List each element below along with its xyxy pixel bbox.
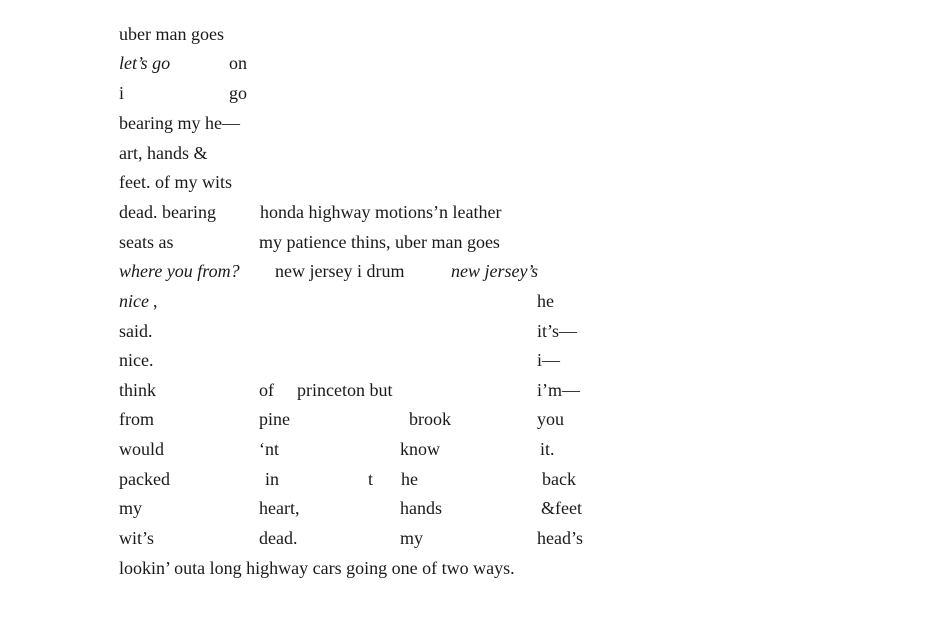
poem-line — [0, 316, 952, 346]
poem-text: packed — [119, 469, 170, 489]
poem-text: i — [119, 83, 125, 103]
poem-text: it. — [540, 439, 555, 459]
poem-line — [0, 404, 952, 434]
poem-line — [0, 78, 952, 108]
poem-line — [0, 523, 952, 553]
poem-text: on — [229, 53, 247, 73]
poem-text: seats as — [119, 232, 174, 252]
poem-text: hands — [400, 498, 442, 518]
poem-text: nice. — [119, 350, 154, 370]
poem-text: lookin’ outa long highway cars going one of two ways. — [119, 558, 515, 578]
poem-text: back — [542, 469, 576, 489]
poem-line — [0, 493, 952, 523]
poem-line — [0, 48, 952, 78]
poem-text: know — [400, 439, 440, 459]
poem-text: dead. — [259, 528, 298, 548]
poem-text: heart, — [259, 498, 300, 518]
poem-text: said. — [119, 321, 153, 341]
poem-text: &feet — [541, 498, 582, 518]
poem-text: it’s— — [537, 321, 578, 341]
poem-text: he — [537, 291, 554, 311]
poem-text: feet. of my wits — [119, 172, 232, 192]
poem-line — [0, 19, 952, 49]
poem-text: art, hands & — [119, 143, 208, 163]
poem-text: princeton but — [297, 380, 393, 400]
poem-text: new jersey i drum — [275, 261, 405, 281]
poem-text: in — [265, 469, 280, 489]
poem-text: bearing my he— — [119, 113, 240, 133]
poem-text: my — [400, 528, 424, 548]
poem-line — [0, 167, 952, 197]
poem-line — [0, 345, 952, 375]
poem-text-italic: nice — [119, 291, 149, 311]
poem-line — [0, 108, 952, 138]
poem-text: ‘nt — [259, 439, 279, 459]
poem-line — [0, 434, 952, 464]
poem-line — [0, 553, 952, 583]
poem-text: t — [368, 469, 374, 489]
poem-line — [0, 464, 952, 494]
poem-line — [0, 197, 952, 227]
poem-line — [0, 286, 952, 316]
poem-text: brook — [409, 409, 451, 429]
poem-text: i— — [537, 350, 561, 370]
poem-text-italic: new jersey’s — [451, 261, 539, 281]
poem-line — [0, 138, 952, 168]
poem-text: of — [259, 380, 274, 400]
poem-text: uber man goes — [119, 24, 224, 44]
poem-text: you — [537, 409, 564, 429]
poem-text: pine — [259, 409, 290, 429]
poem-line — [0, 227, 952, 257]
poem-text-italic: let’s go — [119, 53, 171, 73]
poem-line — [0, 256, 952, 286]
poem-line — [0, 375, 952, 405]
poem-text: he — [401, 469, 418, 489]
poem-text: honda highway motions’n leather — [260, 202, 502, 222]
poem-text-italic: where you from? — [119, 261, 240, 281]
poem-text: dead. bearing — [119, 202, 216, 222]
poem-text: think — [119, 380, 157, 400]
poem-text: , — [153, 291, 158, 311]
poem-text: my — [119, 498, 143, 518]
poem-text: i’m— — [537, 380, 580, 400]
poem-text: head’s — [537, 528, 583, 548]
poem-text: wit’s — [119, 528, 155, 548]
poem-text: my patience thins, uber man goes — [259, 232, 500, 252]
poem-text: would — [119, 439, 164, 459]
poem-text: go — [229, 83, 247, 103]
poem-text: from — [119, 409, 154, 429]
